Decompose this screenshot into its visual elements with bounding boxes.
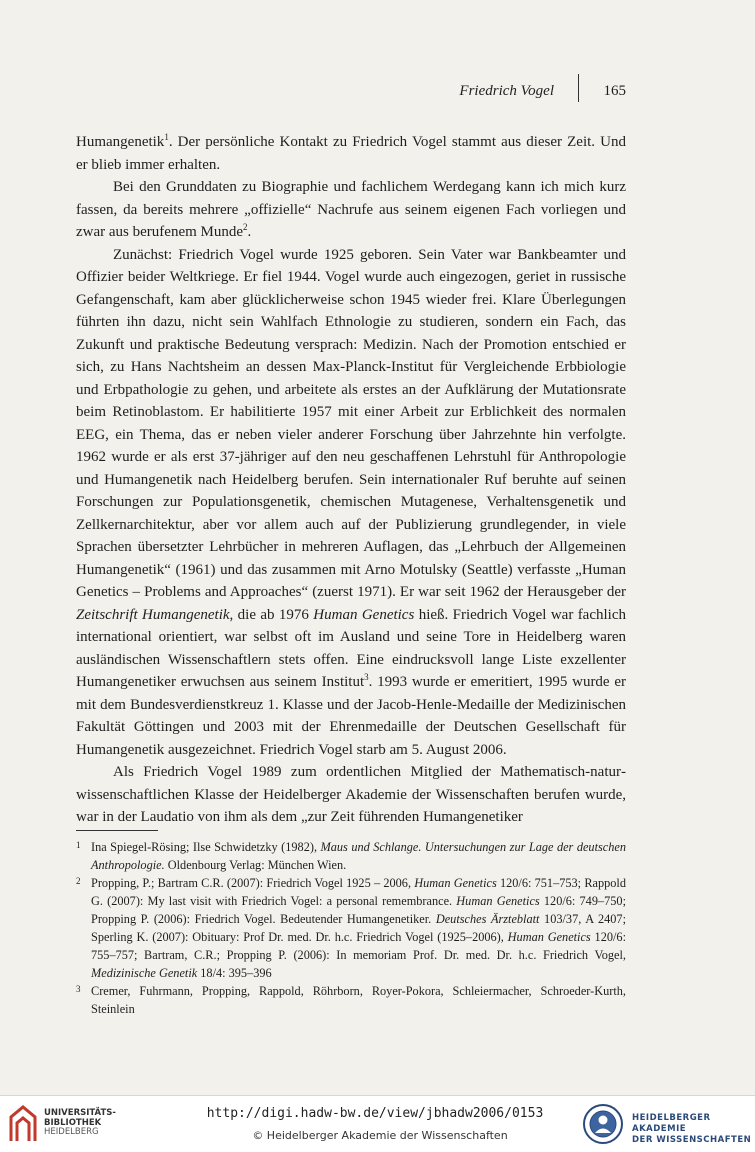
university-library-name[interactable]: [44, 1109, 116, 1138]
italic-text: Human Genetics: [507, 930, 591, 944]
text-run: hieß. Friedrich Vogel war fachlich international orientiert, war selbst oft im Ausland und seine Tore in Heidelberg waren ausländischen Wissenschaftlern stets offen. Eine eindrucksvoll lange Liste exzellenter Humangenetiker erwuchsen aus seinem Institut: [76, 606, 626, 690]
permalink-url[interactable]: http://digi.hadw-bw.de/view/jbhadw2006/0153: [206, 1106, 544, 1121]
footnote-number: 3: [76, 984, 81, 994]
paragraph: [76, 761, 626, 829]
academy-name-line-2: DER WISSENSCHAFTEN: [632, 1135, 752, 1145]
text-run: Als Friedrich Vogel 1989 zum ordentlichen Mitglied der Mathematisch-naturwissenschaftlichen Klasse der Heidelberger Akademie der Wissenschaften berufen wurde, war in der Laudatio von ihm als dem „zur Zeit führenden Humangenetiker: [76, 764, 626, 825]
footnote-reference[interactable]: 3: [364, 672, 369, 682]
text-run: , die ab 1976: [229, 606, 314, 623]
footnote: [76, 838, 626, 874]
academy-seal-icon[interactable]: [582, 1103, 624, 1145]
viewer-footer: [0, 1095, 755, 1152]
italic-text: Medizinische Genetik: [91, 966, 198, 980]
text-run: 103/37, A 2407; Sperling K. (2007): Obituary: Prof Dr. med. Dr. h.c. Friedrich Vogel (1925–2006),: [91, 912, 626, 944]
italic-text: Zeitschrift Humangenetik: [76, 606, 230, 623]
text-run: . Der persönliche Kontakt zu Friedrich Vogel stammt aus dieser Zeit. Und er blieb immer erhalten.: [76, 134, 626, 173]
library-name-line-2: BIBLIOTHEK: [44, 1117, 102, 1128]
academy-name-line-1: HEIDELBERGER AKADEMIE: [632, 1113, 711, 1134]
text-run: Propping, P.; Bartram C.R. (2007): Friedrich Vogel 1925 – 2006,: [91, 876, 415, 890]
body-text: [76, 131, 626, 829]
library-name-line-3: HEIDELBERG: [44, 1127, 99, 1137]
paragraph: [76, 244, 626, 762]
text-run: Cremer, Fuhrmann, Propping, Rappold, Röhrborn, Royer-Pokora, Schleiermacher, Schroeder-Kurth, Steinlein: [91, 984, 626, 1016]
footnote: [76, 982, 626, 1018]
text-run: Oldenbourg Verlag: München Wien.: [164, 858, 347, 872]
italic-text: Maus und Schlange. Untersuchungen zur Lage der deutschen Anthropologie.: [91, 840, 626, 872]
page-number: 165: [603, 83, 626, 99]
text-run: 120/6: 755–757; Bartram, C.R.; Propping P. (2006): In memoriam Prof. Dr. med. Dr. h.c. Friedrich Vogel,: [91, 930, 626, 962]
footnote-divider: [76, 830, 158, 831]
italic-text: Deutsches Ärzteblatt: [435, 912, 540, 926]
text-run: 120/6: 749–750; Propping P. (2006): Friedrich Vogel. Bedeutender Humangenetiker.: [91, 894, 626, 926]
footnote-reference[interactable]: 1: [164, 132, 169, 142]
library-name-line-1: UNIVERSITÄTS-: [44, 1108, 116, 1118]
paragraph: [76, 131, 626, 176]
text-run: 120/6: 751–753; Rappold G. (2007): My last visit with Friedrich Vogel: a personal remembrance.: [91, 876, 626, 908]
copyright-notice: © Heidelberger Akademie der Wissenschaften: [252, 1129, 508, 1142]
text-run: 18/4: 395–396: [197, 966, 272, 980]
footnote-number: 2: [76, 876, 81, 886]
university-library-logo-icon[interactable]: [8, 1105, 38, 1143]
text-run: . 1993 wurde er emeritiert, 1995 wurde er mit dem Bundesverdienstkreuz 1. Klasse und der Jacob-Henle-Medaille der Medizinischen Fakultät Göttingen und 2003 mit der Ehrenmedaille der Deutschen Gesellschaft für Humangenetik ausgezeichnet. Friedrich Vogel starb am 5. August 2006.: [76, 674, 627, 758]
footnote: [76, 874, 626, 982]
text-run: .: [247, 224, 252, 240]
text-run: Zunächst: Friedrich Vogel wurde 1925 geboren. Sein Vater war Bankbeamter und Offizier beider Weltkriege. Er fiel 1944. Vogel wurde auch eingezogen, geriet in russische Gefangenschaft, kam aber glücklicherweise schon 1945 wieder frei. Klare Überlegungen führten ihn dazu, nicht sein Wahlfach Ethnologie zu studieren, sondern ein Fach, das Zukunft und praktische Bedeutung versprach: Medizin. Nach der Promotion entschied er sich, zu Hans Nachtsheim an dessen Max-Planck-Institut für Vergleichende Erbbiologie und Erbpathologie zu gehen, und arbeitete als erstes an der Aufklärung der Mutationsrate beim Retinoblastom. Er habilitierte 1957 mit einer Arbeit zur Erblichkeit des normalen EEG, ein Thema, das er neben vieler anderer Forschung über Jahrzehnte hin verfolgte. 1962 wurde er als erst 37-jähriger auf den neu geschaffenen Lehrstuhl für Anthropologie und Humangenetik nach Heidelberg berufen. Sein internationaler Ruf beruhte auf seinen Forschungen zur Populationsgenetik, chemischen Mutagenese, Verhaltensgenetik und Zellkernarchitektur, aber vor allem auch auf der Publizierung grundlegender, in viele Sprachen übersetzter Lehrbücher in mehreren Auflagen, das „Lehrbuch der Allgemeinen Humangenetik“ (1961) und das zusammen mit Arno Motulsky (Seattle) verfasste „Human Genetics – Problems and Approaches“ (zuerst 1971). Er war seit 1962 der Herausgeber der: [76, 246, 626, 600]
academy-name[interactable]: [632, 1113, 755, 1146]
paragraph: [76, 176, 626, 244]
footnote-reference[interactable]: 2: [243, 222, 248, 232]
text-run: Bei den Grunddaten zu Biographie und fachlichem Werdegang kann ich mich kurz fassen, da bereits mehrere „offizielle“ Nachrufe aus seinem eigenen Fach vorliegen und zwar aus berufenem Munde: [76, 179, 626, 240]
text-run: Humangenetik: [76, 134, 165, 150]
text-run: Ina Spiegel-Rösing; Ilse Schwidetzky (1982),: [91, 840, 321, 854]
italic-text: Human Genetics: [414, 876, 497, 890]
running-head-title: Friedrich Vogel: [459, 83, 554, 99]
footnote-number: 1: [76, 840, 81, 850]
running-head-divider: [578, 74, 579, 102]
footnotes: [76, 838, 626, 1018]
italic-text: Human Genetics: [456, 894, 540, 908]
running-head: [440, 80, 626, 102]
italic-text: Human Genetics: [313, 606, 415, 623]
